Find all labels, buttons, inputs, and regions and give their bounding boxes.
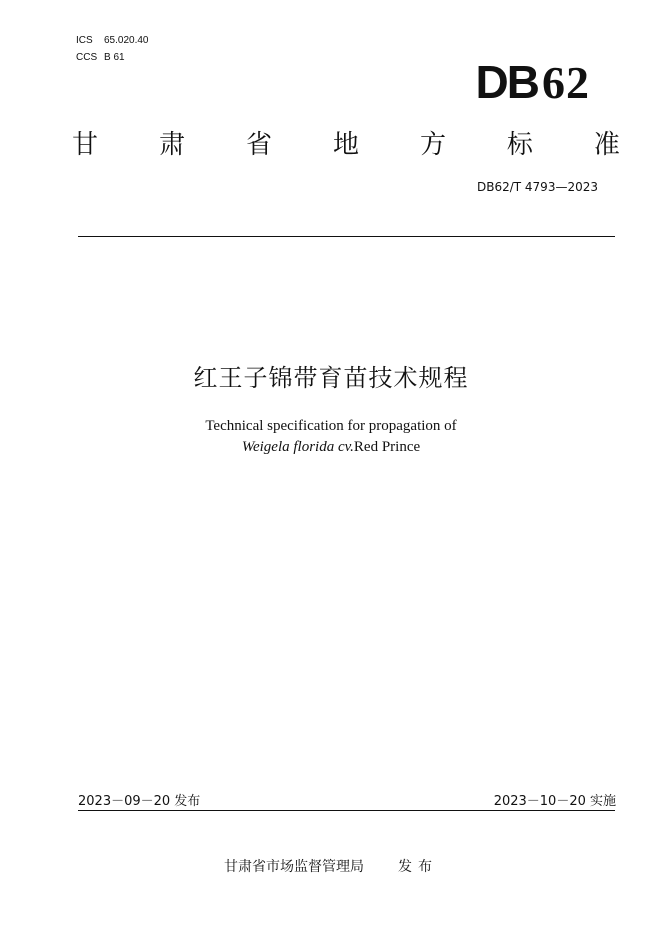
ics-row	[76, 32, 149, 49]
standard-type-char: 地	[332, 130, 359, 160]
issuer-name: 甘肃省市场监督管理局	[224, 859, 364, 875]
standard-type-char: 准	[593, 130, 620, 160]
standard-type-title	[72, 128, 620, 162]
ics-value: 65.020.40	[104, 35, 149, 46]
bottom-divider	[78, 810, 615, 811]
standard-type-char: 肃	[158, 130, 185, 160]
standard-number: DB62/T 4793—2023	[476, 180, 598, 194]
title-english-line1: Technical specification for propagation of	[205, 418, 457, 434]
title-english-line2	[0, 437, 662, 458]
title-chinese: 红王子锦带育苗技术规程	[193, 364, 469, 392]
logo-number: 62	[542, 57, 590, 108]
logo-prefix: DB	[475, 56, 538, 108]
species-name: Weigela florida cv.	[241, 439, 354, 455]
release-date: 2023－09－20 发布	[78, 794, 201, 809]
standard-type-char: 方	[419, 130, 446, 160]
top-divider	[78, 236, 615, 237]
classification-codes	[76, 32, 149, 66]
cultivar-name: Red Prince	[353, 439, 421, 455]
db-logo	[476, 56, 590, 109]
issuer-action: 发布	[398, 859, 438, 875]
ccs-value: B 61	[104, 52, 125, 63]
issuing-authority	[0, 856, 662, 876]
standard-type-char: 甘	[72, 130, 99, 160]
ccs-row	[76, 49, 149, 66]
title-english	[0, 416, 662, 458]
ics-label: ICS	[76, 35, 93, 46]
standard-type-char: 省	[245, 130, 272, 160]
implementation-date: 2023－10－20 实施	[493, 794, 616, 809]
standard-type-char: 标	[506, 130, 533, 160]
ccs-label: CCS	[76, 52, 98, 63]
